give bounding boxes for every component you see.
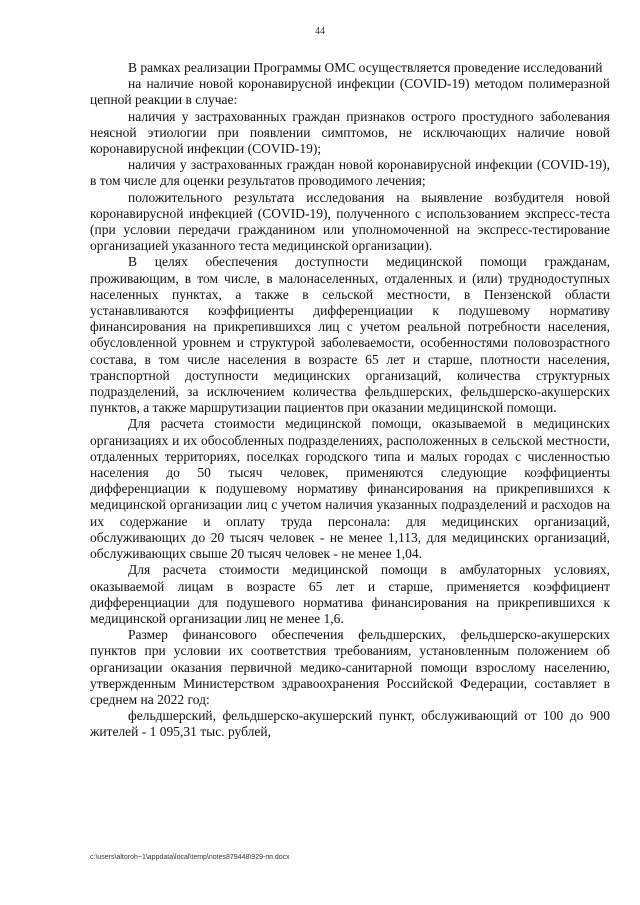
paragraph: фельдшерский, фельдшерско-акушерский пункт, обслуживающий от 100 до 900 жителей - 1 095,31 тыс. рублей, <box>90 708 610 740</box>
paragraph: В целях обеспечения доступности медицинской помощи гражданам, проживающим, в том числе, в малонаселенных, отдаленных и (или) труднодоступных населенных пунктах, а также в сельской местности, в Пензенской области устанавливаются коэффициенты дифференциации к подушевому нормативу финансирования на прикрепившихся лиц с учетом реальной потребности населения, обусловленной уровнем и структурой заболеваемости, особенностями половозрастного состава, в том числе населения в возрасте 65 лет и старше, плотности населения, транспортной доступности медицинских организаций, количества структурных подразделений, за исключением количества фельдшерских, фельдшерско-акушерских пунктов, а также маршрутизации пациентов при оказании медицинской помощи. <box>90 254 610 416</box>
paragraph: наличия у застрахованных граждан признаков острого простудного заболевания неясной этиологии при появлении симптомов, не исключающих наличие новой коронавирусной инфекции (COVID-19); <box>90 108 610 157</box>
page-number: 44 <box>315 26 325 37</box>
document-body <box>90 60 610 741</box>
paragraph: наличия у застрахованных граждан новой коронавирусной инфекции (COVID-19), в том числе для оценки результатов проводимого лечения; <box>90 157 610 189</box>
paragraph: Для расчета стоимости медицинской помощи в амбулаторных условиях, оказываемой лицам в возрасте 65 лет и старше, применяется коэффициент дифференциации для подушевого норматива финансирования на прикрепившихся к медицинской организации лиц не менее 1,6. <box>90 562 610 626</box>
paragraph: Размер финансового обеспечения фельдшерских, фельдшерско-акушерских пунктов при условии их соответствия требованиям, установленным положением об организации оказания первичной медико-санитарной помощи взрослому населению, утвержденным Министерством здравоохранения Российской Федерации, составляет в среднем на 2022 год: <box>90 627 610 707</box>
footer-file-path: c:\users\altoroh~1\appdata\local\temp\notes879448\929-пп.docx <box>90 854 290 861</box>
paragraph: Для расчета стоимости медицинской помощи, оказываемой в медицинских организациях и их обособленных подразделениях, расположенных в сельской местности, отдаленных территориях, поселках городского типа и малых городах с численностью населения до 50 тысяч человек, применяются следующие коэффициенты дифференциации к подушевому нормативу финансирования на прикрепившихся к медицинской организации лиц с учетом наличия указанных подразделений и расходов на их содержание и оплату труда персонала: для медицинских организаций, обслуживающих до 20 тысяч человек - не менее 1,113, для медицинских организаций, обслуживающих свыше 20 тысяч человек - не менее 1,04. <box>90 416 610 562</box>
paragraph: на наличие новой коронавирусной инфекции (COVID-19) методом полимеразной цепной реакции в случае: <box>90 76 610 108</box>
paragraph: В рамках реализации Программы ОМС осуществляется проведение исследований <box>128 60 603 75</box>
paragraph: положительного результата исследования на выявление возбудителя новой коронавирусной инфекцией (COVID-19), полученного с использованием экспресс-теста (при условии передачи гражданином или уполномоченной на экспресс-тестирование организацией указанного теста медицинской организации). <box>90 189 610 254</box>
